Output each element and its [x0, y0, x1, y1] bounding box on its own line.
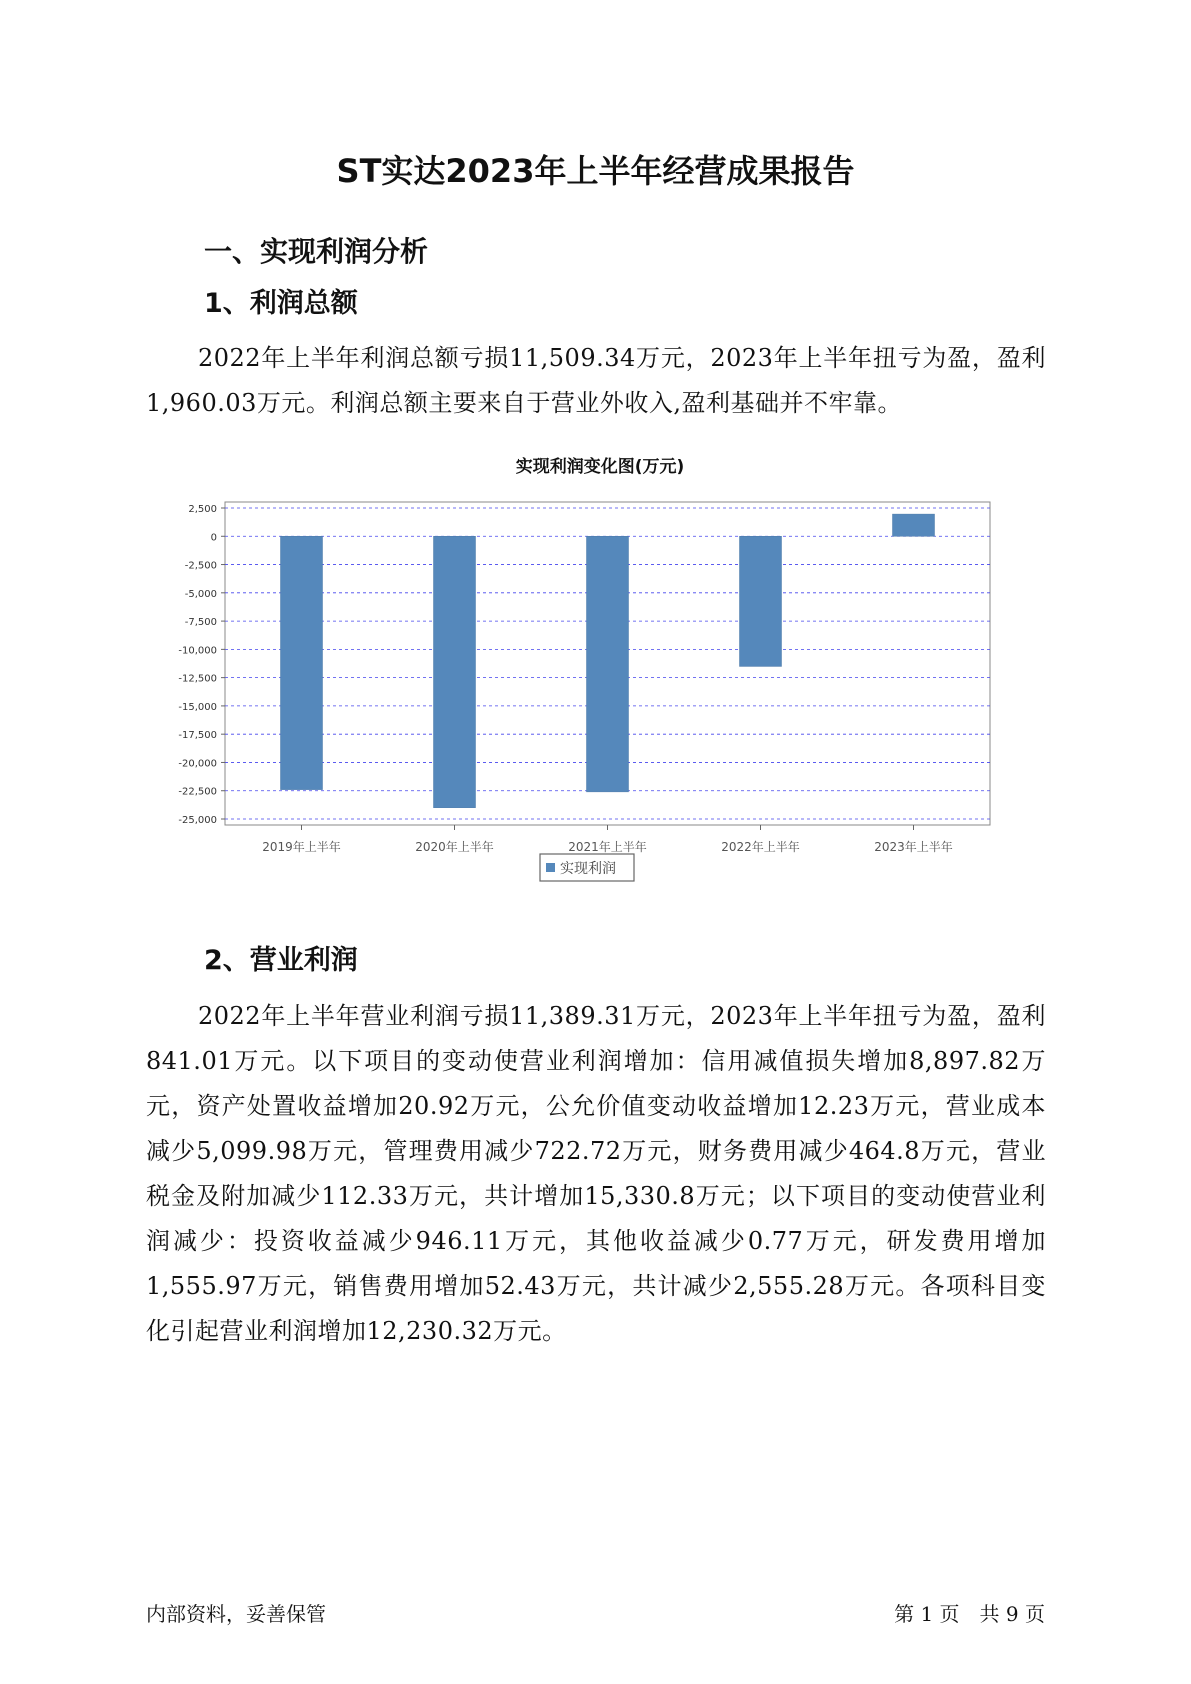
y-tick-label: -17,500: [178, 730, 217, 742]
chart-title: 实现利润变化图(万元): [515, 457, 685, 477]
footer-page-number: 第 1 页 共 9 页: [894, 1602, 1045, 1626]
profit-chart-svg: [160, 452, 1040, 912]
legend-swatch: [546, 863, 555, 872]
x-tick-label: 2020年上半年: [415, 840, 494, 854]
bar: [587, 536, 629, 792]
x-tick-label: 2021年上半年: [568, 840, 647, 854]
bar: [893, 514, 935, 536]
subheading-operating-profit: 2、营业利润: [204, 945, 358, 976]
y-tick-label: -5,000: [184, 588, 217, 600]
section-heading-profit-analysis: 一、实现利润分析: [204, 235, 429, 268]
operating-profit-paragraph: 2022年上半年营业利润亏损11,389.31万元，2023年上半年扭亏为盈，盈利841.01万元。以下项目的变动使营业利润增加：信用减值损失增加8,897.82万元，资产处置收益增加20.92万元，公允价值变动收益增加12.23万元，营业成本减少5,099.98万元，管理费用减少722.72万元，财务费用减少464.8万元，营业税金及附加减少112.33万元，共计增加15,330.8万元；以下项目的变动使营业利润减少：投资收益减少946.11万元，其他收益减少0.77万元，研发费用增加1,555.97万元，销售费用增加52.43万元，共计减少2,555.28万元。各项科目变化引起营业利润增加12,230.32万元。: [146, 1002, 1046, 1345]
x-tick-label: 2022年上半年: [721, 840, 800, 854]
y-tick-label: 2,500: [188, 504, 217, 515]
total-profit-paragraph: 2022年上半年利润总额亏损11,509.34万元，2023年上半年扭亏为盈，盈利1,960.03万元。利润总额主要来自于营业外收入,盈利基础并不牢靠。: [146, 344, 1046, 417]
bar: [434, 536, 476, 807]
subheading-total-profit: 1、利润总额: [204, 288, 358, 319]
y-tick-label: -10,000: [178, 645, 217, 657]
legend-label: 实现利润: [560, 861, 616, 877]
y-tick-label: -7,500: [184, 617, 217, 629]
bar: [281, 536, 323, 789]
bar: [740, 536, 782, 666]
x-tick-label: 2023年上半年: [874, 840, 953, 854]
y-tick-label: -15,000: [178, 701, 217, 713]
y-tick-label: -12,500: [178, 673, 217, 685]
y-tick-label: 0: [210, 532, 217, 544]
y-tick-label: -20,000: [178, 758, 217, 770]
profit-chart: [160, 452, 1040, 912]
x-tick-label: 2019年上半年: [262, 840, 341, 854]
y-tick-label: -25,000: [178, 815, 217, 826]
y-tick-label: -2,500: [184, 560, 217, 572]
footer-confidential: 内部资料，妥善保管: [146, 1602, 326, 1626]
y-tick-label: -22,500: [178, 786, 217, 798]
document-title: ST实达2023年上半年经营成果报告: [336, 152, 855, 190]
